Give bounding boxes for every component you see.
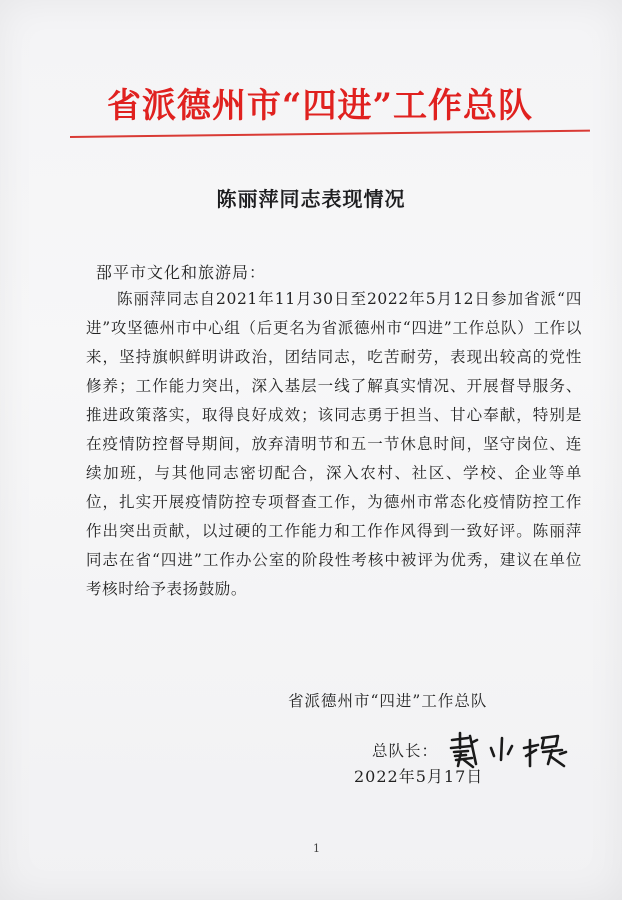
document-title: 陈丽萍同志表现情况 [216,187,406,211]
page-number: 1 [313,842,320,855]
letterhead-red-rule [70,130,590,138]
leader-label: 总队长： [372,742,439,760]
recipient-line: 郚平市文化和旅游局： [96,263,267,282]
signing-organization: 省派德州市“四进”工作总队 [288,692,488,710]
body-paragraph: 陈丽萍同志自2021年11月30日至2022年5月12日参加省派“四进”攻坚德州市中心组（后更名为省派德州市“四进”工作总队）工作以来，坚持旗帜鲜明讲政治，团结同志，吃苦耐劳，表现出较高的党性修养；工作能力突出，深入基层一线了解真实情况、开展督导服务、推进政策落实，取得良好成效；该同志勇于担当、甘心奉献，特别是在疫情防控督导期间，放弃清明节和五一节休息时间，坚守岗位、连续加班，与其他同志密切配合，深入农村、社区、学校、企业等单位，扎实开展疫情防控专项督查工作，为德州市常态化疫情防控工作作出突出贡献，以过硬的工作能力和工作作风得到一致好评。陈丽萍同志在省“四进”工作办公室的阶段性考核中被评为优秀，建议在单位考核时给予表扬鼓励。 [86,290,582,598]
signing-date: 2022年5月17日 [354,767,484,786]
letterhead-title: 省派德州市“四进”工作总队 [106,86,534,126]
